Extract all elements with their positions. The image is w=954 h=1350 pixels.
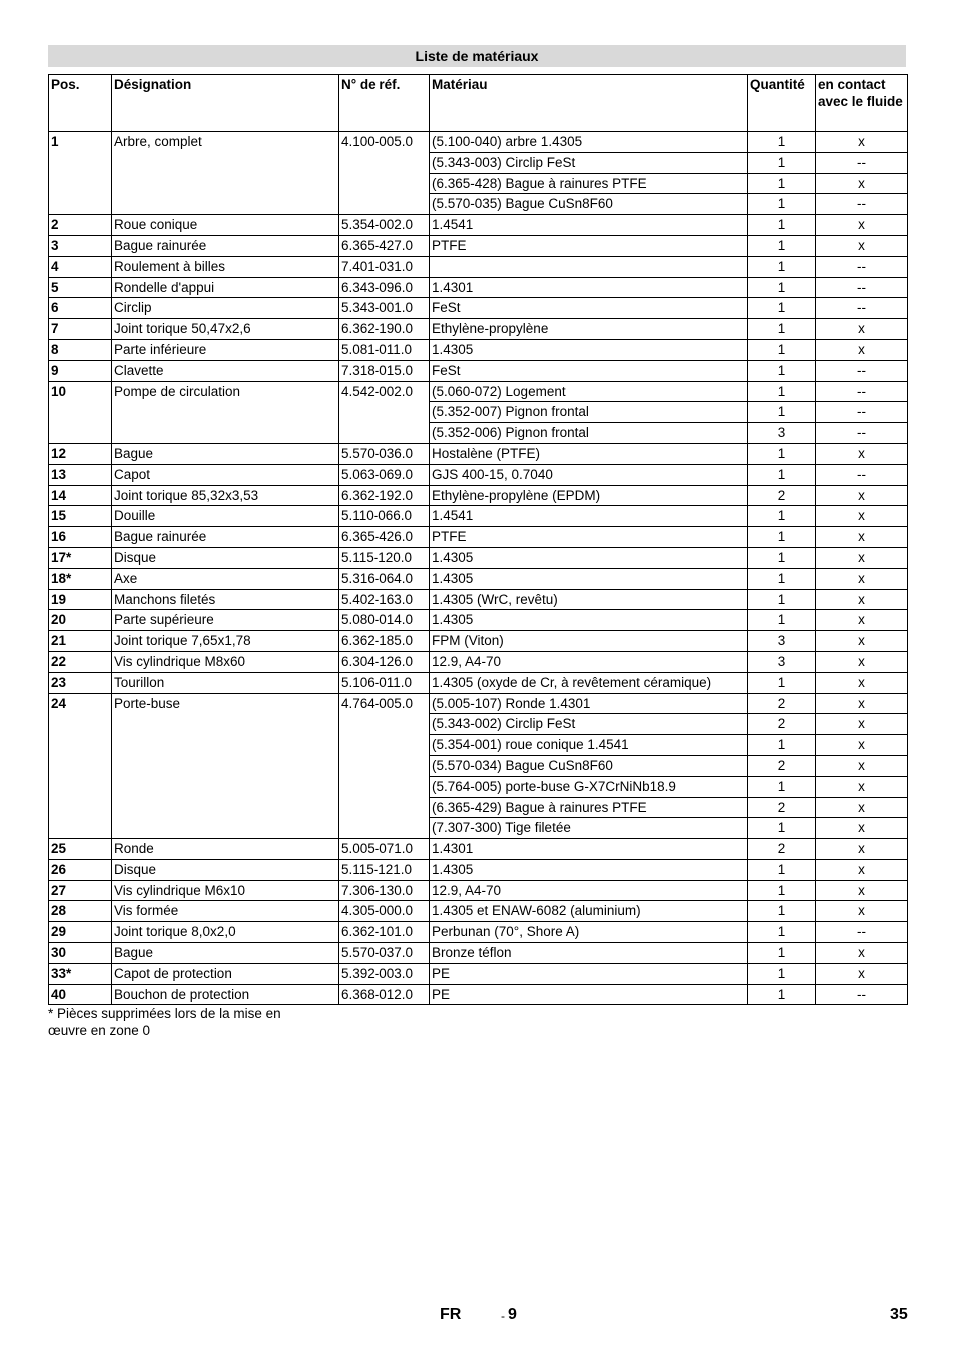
- cell-ref: 5.005-071.0: [339, 839, 430, 860]
- materials-table: [48, 74, 908, 1005]
- cell-fluid-contact: --: [816, 152, 908, 173]
- table-title: Liste de matériaux: [48, 45, 906, 67]
- header-ref: N° de réf.: [339, 75, 430, 132]
- cell-quantity: 2: [748, 839, 816, 860]
- cell-designation: Parte supérieure: [112, 610, 339, 631]
- table-row: [49, 527, 908, 548]
- table-row: [49, 485, 908, 506]
- cell-ref: 5.402-163.0: [339, 589, 430, 610]
- table-row: [49, 963, 908, 984]
- cell-material: 1.4305 (oxyde de Cr, à revêtement céramique): [430, 672, 748, 693]
- cell-designation: Circlip: [112, 298, 339, 319]
- cell-designation: Manchons filetés: [112, 589, 339, 610]
- cell-fluid-contact: x: [816, 963, 908, 984]
- cell-ref: 6.304-126.0: [339, 651, 430, 672]
- cell-quantity: 1: [748, 672, 816, 693]
- header-quantity: Quantité: [748, 75, 816, 132]
- cell-pos: 4: [49, 256, 112, 277]
- cell-quantity: 1: [748, 547, 816, 568]
- cell-designation: Pompe de circulation: [112, 381, 339, 443]
- table-row: [49, 839, 908, 860]
- cell-designation: Vis cylindrique M6x10: [112, 880, 339, 901]
- cell-quantity: 1: [748, 880, 816, 901]
- cell-material: 1.4305 (WrC, revêtu): [430, 589, 748, 610]
- cell-quantity: 2: [748, 714, 816, 735]
- cell-quantity: 1: [748, 610, 816, 631]
- cell-quantity: 1: [748, 339, 816, 360]
- cell-ref: 7.401-031.0: [339, 256, 430, 277]
- cell-pos: 21: [49, 631, 112, 652]
- table-header-row: [49, 75, 908, 132]
- cell-material: [430, 256, 748, 277]
- cell-ref: 4.100-005.0: [339, 132, 430, 215]
- cell-fluid-contact: x: [816, 610, 908, 631]
- cell-fluid-contact: x: [816, 839, 908, 860]
- cell-designation: Bague rainurée: [112, 235, 339, 256]
- cell-fluid-contact: x: [816, 797, 908, 818]
- cell-fluid-contact: x: [816, 672, 908, 693]
- cell-quantity: 1: [748, 319, 816, 340]
- cell-quantity: 1: [748, 173, 816, 194]
- cell-fluid-contact: x: [816, 901, 908, 922]
- cell-fluid-contact: x: [816, 235, 908, 256]
- cell-quantity: 1: [748, 132, 816, 153]
- cell-pos: 33*: [49, 963, 112, 984]
- cell-pos: 17*: [49, 547, 112, 568]
- cell-material: (5.005-107) Ronde 1.4301: [430, 693, 748, 714]
- cell-pos: 25: [49, 839, 112, 860]
- cell-fluid-contact: --: [816, 194, 908, 215]
- cell-designation: Arbre, complet: [112, 132, 339, 215]
- cell-fluid-contact: --: [816, 381, 908, 402]
- cell-material: (5.570-034) Bague CuSn8F60: [430, 755, 748, 776]
- cell-material: (5.764-005) porte-buse G-X7CrNiNb18.9: [430, 776, 748, 797]
- cell-pos: 14: [49, 485, 112, 506]
- cell-material: (5.570-035) Bague CuSn8F60: [430, 194, 748, 215]
- cell-material: 12.9, A4-70: [430, 651, 748, 672]
- table-row: [49, 132, 908, 153]
- cell-pos: 2: [49, 215, 112, 236]
- cell-quantity: 1: [748, 215, 816, 236]
- cell-ref: 7.306-130.0: [339, 880, 430, 901]
- cell-designation: Axe: [112, 568, 339, 589]
- cell-material: 1.4305: [430, 339, 748, 360]
- cell-pos: 22: [49, 651, 112, 672]
- cell-quantity: 1: [748, 402, 816, 423]
- cell-designation: Tourillon: [112, 672, 339, 693]
- cell-fluid-contact: x: [816, 443, 908, 464]
- cell-fluid-contact: x: [816, 132, 908, 153]
- cell-quantity: 1: [748, 256, 816, 277]
- table-row: [49, 880, 908, 901]
- table-row: [49, 547, 908, 568]
- cell-designation: Roue conique: [112, 215, 339, 236]
- cell-designation: Porte-buse: [112, 693, 339, 839]
- table-row: [49, 256, 908, 277]
- cell-pos: 10: [49, 381, 112, 443]
- table-row: [49, 298, 908, 319]
- cell-material: (5.100-040) arbre 1.4305: [430, 132, 748, 153]
- cell-designation: Joint torique 7,65x1,78: [112, 631, 339, 652]
- cell-pos: 13: [49, 464, 112, 485]
- cell-designation: Bague: [112, 443, 339, 464]
- cell-pos: 27: [49, 880, 112, 901]
- cell-fluid-contact: --: [816, 922, 908, 943]
- cell-ref: 6.362-185.0: [339, 631, 430, 652]
- cell-pos: 19: [49, 589, 112, 610]
- cell-fluid-contact: x: [816, 527, 908, 548]
- cell-ref: 6.365-426.0: [339, 527, 430, 548]
- cell-quantity: 1: [748, 901, 816, 922]
- cell-quantity: 1: [748, 298, 816, 319]
- table-row: [49, 464, 908, 485]
- header-pos: Pos.: [49, 75, 112, 132]
- cell-fluid-contact: x: [816, 880, 908, 901]
- cell-designation: Parte inférieure: [112, 339, 339, 360]
- cell-quantity: 1: [748, 235, 816, 256]
- table-row: [49, 215, 908, 236]
- table-body: [49, 132, 908, 1005]
- cell-material: 1.4305: [430, 547, 748, 568]
- table-row: [49, 901, 908, 922]
- cell-material: 1.4305: [430, 568, 748, 589]
- page-number: 35: [890, 1306, 908, 1323]
- cell-material: FeSt: [430, 298, 748, 319]
- cell-pos: 26: [49, 859, 112, 880]
- cell-pos: 5: [49, 277, 112, 298]
- cell-quantity: 1: [748, 443, 816, 464]
- cell-ref: 5.063-069.0: [339, 464, 430, 485]
- table-row: [49, 651, 908, 672]
- table-row: [49, 360, 908, 381]
- cell-designation: Vis cylindrique M8x60: [112, 651, 339, 672]
- cell-material: PE: [430, 963, 748, 984]
- table-row: [49, 568, 908, 589]
- cell-material: Ethylène-propylène (EPDM): [430, 485, 748, 506]
- footer-dash: -: [501, 1309, 505, 1323]
- footnote-line: * Pièces supprimées lors de la mise en: [48, 1006, 281, 1021]
- cell-fluid-contact: x: [816, 215, 908, 236]
- cell-ref: 5.570-036.0: [339, 443, 430, 464]
- cell-pos: 18*: [49, 568, 112, 589]
- cell-ref: 5.115-120.0: [339, 547, 430, 568]
- cell-material: (5.352-006) Pignon frontal: [430, 423, 748, 444]
- cell-ref: 5.106-011.0: [339, 672, 430, 693]
- cell-quantity: 1: [748, 589, 816, 610]
- cell-designation: Clavette: [112, 360, 339, 381]
- cell-pos: 15: [49, 506, 112, 527]
- cell-material: (7.307-300) Tige filetée: [430, 818, 748, 839]
- table-row: [49, 319, 908, 340]
- cell-material: (6.365-428) Bague à rainures PTFE: [430, 173, 748, 194]
- cell-fluid-contact: x: [816, 631, 908, 652]
- cell-designation: Joint torique 85,32x3,53: [112, 485, 339, 506]
- cell-fluid-contact: --: [816, 256, 908, 277]
- header-designation: Désignation: [112, 75, 339, 132]
- cell-material: (6.365-429) Bague à rainures PTFE: [430, 797, 748, 818]
- table-row: [49, 589, 908, 610]
- table-row: [49, 672, 908, 693]
- cell-fluid-contact: x: [816, 714, 908, 735]
- cell-material: PTFE: [430, 527, 748, 548]
- table-row: [49, 984, 908, 1005]
- cell-ref: 5.354-002.0: [339, 215, 430, 236]
- footnote-line: œuvre en zone 0: [48, 1023, 151, 1038]
- cell-pos: 16: [49, 527, 112, 548]
- cell-quantity: 3: [748, 631, 816, 652]
- footnote: [48, 1005, 281, 1039]
- table-row: [49, 339, 908, 360]
- footer-section-number: 9: [508, 1306, 517, 1323]
- table-row: [49, 943, 908, 964]
- cell-pos: 40: [49, 984, 112, 1005]
- cell-material: GJS 400-15, 0.7040: [430, 464, 748, 485]
- cell-ref: 5.392-003.0: [339, 963, 430, 984]
- cell-pos: 30: [49, 943, 112, 964]
- cell-fluid-contact: x: [816, 485, 908, 506]
- cell-designation: Ronde: [112, 839, 339, 860]
- cell-pos: 7: [49, 319, 112, 340]
- cell-material: Bronze téflon: [430, 943, 748, 964]
- cell-pos: 8: [49, 339, 112, 360]
- cell-quantity: 2: [748, 485, 816, 506]
- cell-designation: Capot de protection: [112, 963, 339, 984]
- table-row: [49, 859, 908, 880]
- table-row: [49, 610, 908, 631]
- cell-material: 1.4301: [430, 839, 748, 860]
- cell-fluid-contact: x: [816, 651, 908, 672]
- cell-quantity: 1: [748, 735, 816, 756]
- cell-designation: Roulement à billes: [112, 256, 339, 277]
- cell-pos: 20: [49, 610, 112, 631]
- cell-material: PE: [430, 984, 748, 1005]
- cell-ref: 6.362-190.0: [339, 319, 430, 340]
- cell-quantity: 1: [748, 984, 816, 1005]
- cell-material: 1.4305 et ENAW-6082 (aluminium): [430, 901, 748, 922]
- cell-pos: 29: [49, 922, 112, 943]
- cell-pos: 12: [49, 443, 112, 464]
- cell-fluid-contact: --: [816, 277, 908, 298]
- cell-fluid-contact: x: [816, 173, 908, 194]
- table-row: [49, 235, 908, 256]
- cell-designation: Joint torique 50,47x2,6: [112, 319, 339, 340]
- cell-material: 1.4301: [430, 277, 748, 298]
- cell-ref: 4.305-000.0: [339, 901, 430, 922]
- cell-ref: 5.080-014.0: [339, 610, 430, 631]
- cell-designation: Douille: [112, 506, 339, 527]
- cell-fluid-contact: x: [816, 755, 908, 776]
- cell-quantity: 1: [748, 152, 816, 173]
- cell-material: 1.4305: [430, 859, 748, 880]
- cell-pos: 1: [49, 132, 112, 215]
- cell-quantity: 1: [748, 527, 816, 548]
- header-material: Matériau: [430, 75, 748, 132]
- cell-quantity: 1: [748, 506, 816, 527]
- cell-fluid-contact: --: [816, 402, 908, 423]
- cell-ref: 5.081-011.0: [339, 339, 430, 360]
- cell-ref: 5.110-066.0: [339, 506, 430, 527]
- cell-pos: 9: [49, 360, 112, 381]
- cell-fluid-contact: x: [816, 506, 908, 527]
- cell-ref: 7.318-015.0: [339, 360, 430, 381]
- cell-designation: Disque: [112, 547, 339, 568]
- cell-ref: 4.542-002.0: [339, 381, 430, 443]
- cell-material: FeSt: [430, 360, 748, 381]
- cell-fluid-contact: --: [816, 423, 908, 444]
- cell-material: (5.352-007) Pignon frontal: [430, 402, 748, 423]
- cell-designation: Capot: [112, 464, 339, 485]
- cell-quantity: 1: [748, 818, 816, 839]
- cell-quantity: 2: [748, 755, 816, 776]
- cell-fluid-contact: x: [816, 693, 908, 714]
- cell-quantity: 2: [748, 693, 816, 714]
- cell-designation: Joint torique 8,0x2,0: [112, 922, 339, 943]
- cell-ref: 5.115-121.0: [339, 859, 430, 880]
- cell-material: PTFE: [430, 235, 748, 256]
- cell-fluid-contact: x: [816, 735, 908, 756]
- cell-material: 12.9, A4-70: [430, 880, 748, 901]
- table-row: [49, 277, 908, 298]
- cell-quantity: 1: [748, 922, 816, 943]
- cell-fluid-contact: x: [816, 547, 908, 568]
- cell-fluid-contact: x: [816, 339, 908, 360]
- cell-material: (5.343-003) Circlip FeSt: [430, 152, 748, 173]
- cell-material: Ethylène-propylène: [430, 319, 748, 340]
- table-row: [49, 922, 908, 943]
- cell-fluid-contact: x: [816, 776, 908, 797]
- cell-quantity: 1: [748, 776, 816, 797]
- cell-fluid-contact: x: [816, 943, 908, 964]
- cell-quantity: 1: [748, 943, 816, 964]
- cell-quantity: 1: [748, 360, 816, 381]
- table-row: [49, 506, 908, 527]
- table-row: [49, 381, 908, 402]
- cell-ref: 6.362-192.0: [339, 485, 430, 506]
- cell-material: (5.060-072) Logement: [430, 381, 748, 402]
- footer-language: FR: [440, 1306, 462, 1323]
- cell-ref: 5.343-001.0: [339, 298, 430, 319]
- cell-ref: 6.343-096.0: [339, 277, 430, 298]
- cell-fluid-contact: --: [816, 464, 908, 485]
- cell-fluid-contact: x: [816, 859, 908, 880]
- table-row: [49, 693, 908, 714]
- cell-designation: Bague: [112, 943, 339, 964]
- cell-quantity: 1: [748, 568, 816, 589]
- cell-pos: 28: [49, 901, 112, 922]
- cell-quantity: 2: [748, 797, 816, 818]
- cell-fluid-contact: x: [816, 818, 908, 839]
- cell-ref: 6.365-427.0: [339, 235, 430, 256]
- header-fluid-contact: en contact avec le fluide: [816, 75, 908, 132]
- cell-ref: 6.368-012.0: [339, 984, 430, 1005]
- cell-material: 1.4305: [430, 610, 748, 631]
- cell-ref: 6.362-101.0: [339, 922, 430, 943]
- cell-quantity: 1: [748, 194, 816, 215]
- cell-pos: 6: [49, 298, 112, 319]
- cell-fluid-contact: x: [816, 319, 908, 340]
- cell-quantity: 1: [748, 381, 816, 402]
- cell-material: 1.4541: [430, 506, 748, 527]
- cell-material: Hostalène (PTFE): [430, 443, 748, 464]
- cell-designation: Disque: [112, 859, 339, 880]
- cell-quantity: 1: [748, 464, 816, 485]
- cell-designation: Bouchon de protection: [112, 984, 339, 1005]
- cell-fluid-contact: --: [816, 298, 908, 319]
- cell-ref: 5.316-064.0: [339, 568, 430, 589]
- cell-quantity: 3: [748, 423, 816, 444]
- cell-designation: Bague rainurée: [112, 527, 339, 548]
- cell-material: Perbunan (70°, Shore A): [430, 922, 748, 943]
- cell-fluid-contact: x: [816, 568, 908, 589]
- cell-designation: Rondelle d'appui: [112, 277, 339, 298]
- cell-quantity: 1: [748, 859, 816, 880]
- cell-quantity: 1: [748, 963, 816, 984]
- cell-pos: 23: [49, 672, 112, 693]
- cell-material: (5.354-001) roue conique 1.4541: [430, 735, 748, 756]
- cell-fluid-contact: --: [816, 360, 908, 381]
- cell-fluid-contact: x: [816, 589, 908, 610]
- table-row: [49, 631, 908, 652]
- cell-quantity: 1: [748, 277, 816, 298]
- cell-designation: Vis formée: [112, 901, 339, 922]
- cell-quantity: 3: [748, 651, 816, 672]
- table-row: [49, 443, 908, 464]
- cell-material: (5.343-002) Circlip FeSt: [430, 714, 748, 735]
- cell-material: FPM (Viton): [430, 631, 748, 652]
- cell-ref: 5.570-037.0: [339, 943, 430, 964]
- cell-ref: 4.764-005.0: [339, 693, 430, 839]
- cell-pos: 24: [49, 693, 112, 839]
- cell-pos: 3: [49, 235, 112, 256]
- cell-fluid-contact: --: [816, 984, 908, 1005]
- cell-material: 1.4541: [430, 215, 748, 236]
